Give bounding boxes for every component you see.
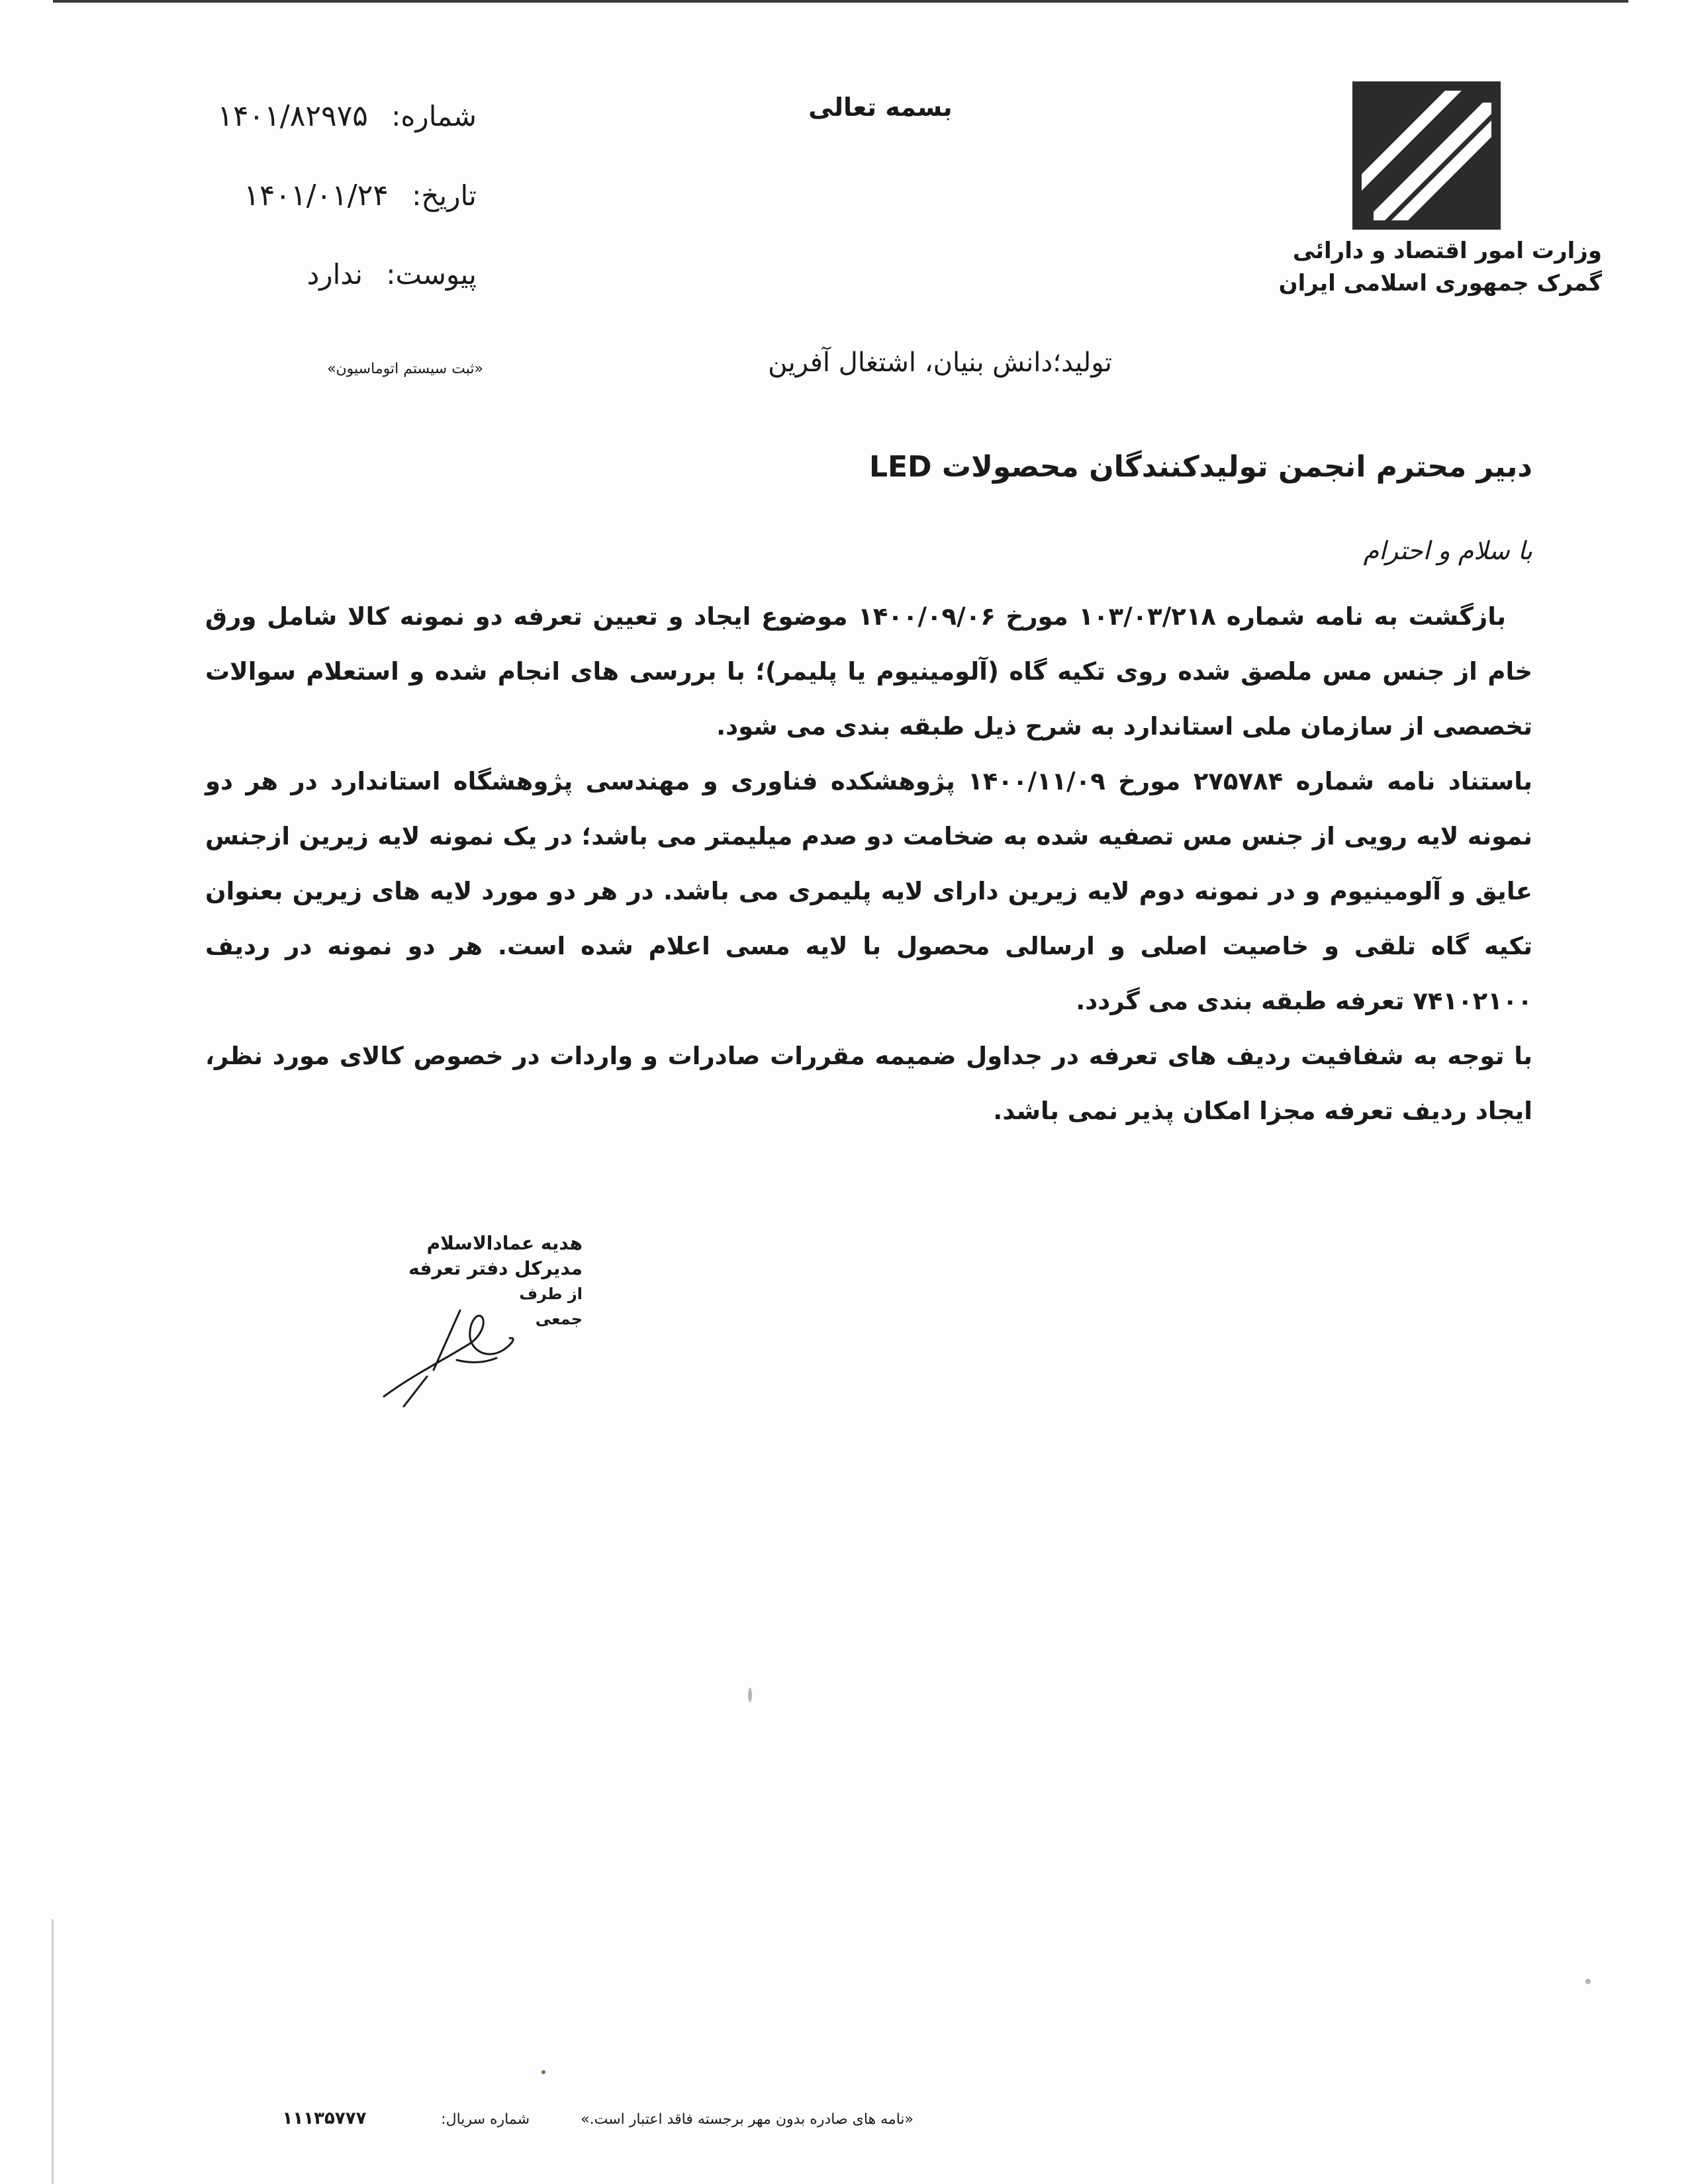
- signatory-behalf-2: جمعی: [535, 1310, 583, 1328]
- recipient-line: دبیر محترم انجمن تولیدکنندگان محصولات LED: [868, 450, 1532, 484]
- handwritten-signature-icon: [371, 1297, 536, 1410]
- scan-speck: [748, 1688, 752, 1702]
- signatory-behalf: از طرف: [519, 1285, 583, 1303]
- year-slogan: تولید؛دانش بنیان، اشتغال آفرین: [768, 347, 1112, 378]
- registry-note: «ثبت سیستم اتوماسیون»: [327, 361, 483, 377]
- attachment-value: ندارد: [306, 258, 363, 291]
- letter-date-row: [185, 179, 477, 258]
- ministry-name: وزارت امور اقتصاد و دارائی: [1292, 238, 1602, 264]
- serial-number-label: شماره سریال:: [441, 2111, 530, 2128]
- serial-number-value: ۱۱۱۳۵۷۷۷: [282, 2109, 367, 2128]
- attachment-label: پیوست:: [386, 258, 477, 291]
- scan-edge-line: [52, 1919, 54, 2184]
- body-paragraph-2: باستناد نامه شماره ۲۷۵۷۸۴ مورخ ۱۴۰۰/۱۱/۰۹ پژوهشکده فناوری و مهندسی پژوهشگاه استاندارد در هر دو نمونه لایه رویی از جنس مس تصفیه شده به ضخامت دو صدم میلیمتر می باشد؛ در یک نمونه لایه زیرین ازجنس عایق و آلومینیوم و در نمونه دوم لایه زیرین دارای لایه پلیمری می باشد. در هر دو مورد لایه های زیرین بعنوان تکیه گاه تلقی و خاصیت اصلی و ارسالی محصول با لایه مسی اعلام شده است. هر دو نمونه در ردیف ۷۴۱۰۲۱۰۰ تعرفه طبقه بندی می گردد.: [205, 767, 1532, 1015]
- letter-number-label: شماره:: [391, 100, 477, 132]
- salutation: با سلام و احترام: [1363, 536, 1532, 565]
- footer-validity-note: «نامه های صادره بدون مهر برجسته فاقد اعتبار است.»: [581, 2111, 914, 2128]
- signatory-title: مدیرکل دفتر تعرفه: [408, 1257, 583, 1279]
- letter-number-value: ۱۴۰۱/۸۲۹۷۵: [217, 99, 368, 133]
- body-paragraph-3: با توجه به شفافیت ردیف های تعرفه در جداول ضمیمه مقررات صادرات و واردات در خصوص کالای مورد نظر، ایجاد ردیف تعرفه مجزا امکان پذیر نمی باشد.: [205, 1042, 1532, 1125]
- scan-speck: [1585, 1979, 1591, 1984]
- letter-date-value: ۱۴۰۱/۰۱/۲۴: [244, 179, 389, 212]
- letter-meta: [185, 99, 477, 338]
- signatory-name: هدیه عمادالاسلام: [426, 1232, 583, 1254]
- body-paragraph-1: بازگشت به نامه شماره ۱۰۳/۰۳/۲۱۸ مورخ ۱۴۰۰/۰۹/۰۶ موضوع ایجاد و تعیین تعرفه دو نمونه کالا شامل ورق خام از جنس مس ملصق شده روی تکیه گاه (آلومینیوم یا پلیمر)؛ با بررسی های انجام شده و استعلام سوالات تخصصی از سازمان ملی استاندارد به شرح ذیل طبقه بندی می شود.: [205, 602, 1532, 741]
- ministry-heading: [1258, 235, 1602, 300]
- scan-speck: [541, 2070, 545, 2074]
- attachment-row: [185, 258, 477, 338]
- customs-name: گمرک جمهوری اسلامی ایران: [1278, 270, 1602, 297]
- letter-body: [205, 589, 1532, 1138]
- basmala: بسمه تعالی: [808, 93, 953, 122]
- top-border-line: [53, 0, 1628, 3]
- letter-number-row: [185, 99, 477, 179]
- customs-logo-icon: [1350, 79, 1503, 232]
- letter-date-label: تاریخ:: [412, 179, 477, 212]
